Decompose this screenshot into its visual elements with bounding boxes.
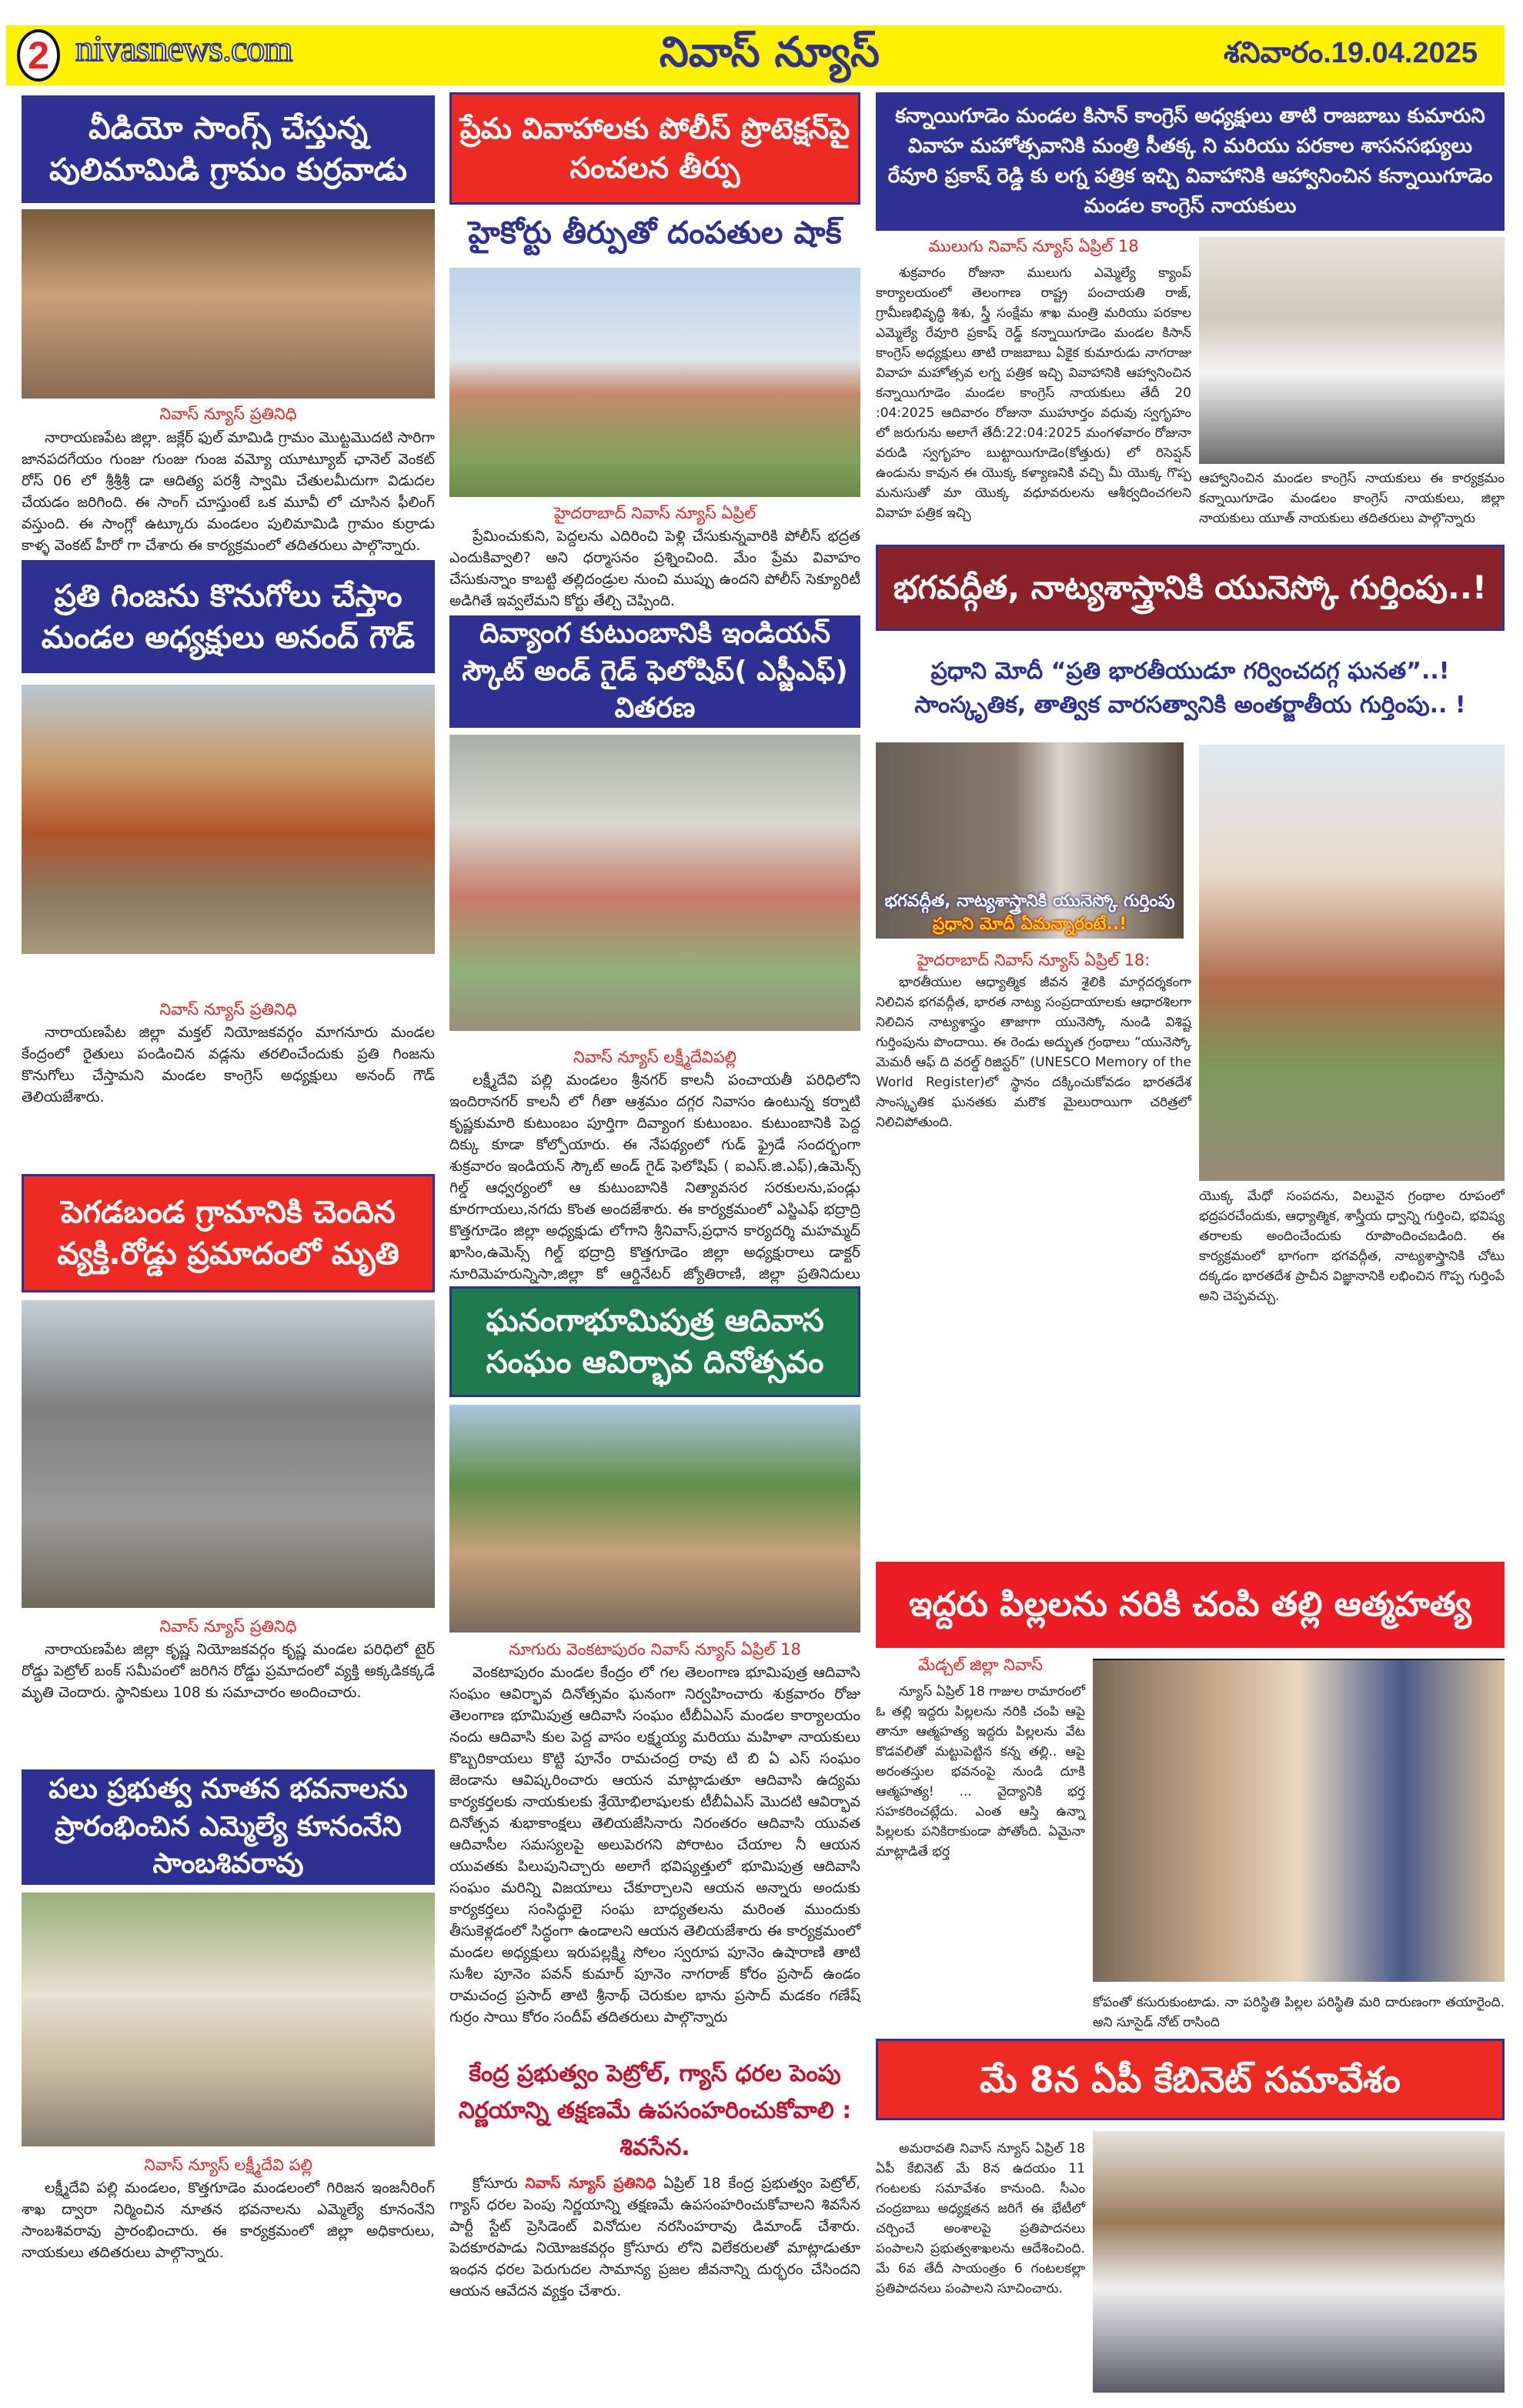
congress-text (876, 237, 1191, 543)
headline-fuel-price-shivsena: కేంద్ర ప్రభుత్వం పెట్రోల్, గ్యాస్ ధరల పెంపు నిర్ణయాన్ని తక్షణమే ఉపసంహరించుకోవాలి : శివసేన. (458, 2060, 852, 2161)
subheadline-heritage: సాంస్కృతిక, తాత్విక వారసత్వానికి అంతర్జాతీయ గుర్తింపు.. ! (914, 692, 1466, 719)
article-text: ఏప్రిల్ 18 కేంద్ర ప్రభుత్వం పెట్రోల్, గ్యాస్ ధరల పెంపు నిర్ణయాన్ని తక్షణమే ఉపసంహరించుకోవాలని శివసేన పార్టీ స్టేట్ ప్రెసిడెంట్ వినోదుల నరసింహరావు డిమాండ్ చేశారు. పెదకూరపాడు నియోజకవర్గం క్రోసూరు లోని విలేకరులతో మాట్లాడుతూ ఇంధన ధరల పెరుగుదల సామాన్య ప్రజల జీవనాన్ని దుర్భరం చేసిందని ఆయన ఆవేదన వ్యక్తం చేశారు. (449, 2175, 860, 2300)
headline-paddy-procurement: ప్రతి గింజను కొనుగోలు చేస్తాం మండల అధ్యక్షులు అనంద్ గౌడ్ (22, 560, 435, 673)
photo-truck-paddy (22, 685, 435, 954)
dateline: నూగురు వెంకటాపురం నివాస్ న్యూస్ ఏప్రిల్ 18 (509, 1640, 801, 1659)
article-body-continued: కోపంతో కసురుకుంటాడు. నా పరిస్థితి పిల్లల పరిస్థితి మరి దారుణంగా తయారైంది. అని సూసైడ్ నోట్ రాసింది (1093, 1995, 1505, 2030)
photo-mother-and-children (1093, 1659, 1505, 1982)
unesco-subheads (876, 637, 1505, 740)
dateline-place: క్రోసూరు (473, 2175, 518, 2192)
dateline: మేడ్చల్ జిల్లా నివాస్ (918, 1656, 1043, 1674)
headline-road-accident: పెగడబండ గ్రామానికి చెందిన వ్యక్తి.రోడ్డు ప్రమాదంలో మృతి (22, 1174, 435, 1292)
article-body: ప్రేమించుకుని, పెద్దలను ఎదిరించి పెళ్లి చేసుకున్నవారికి పోలీస్ భద్రత ఎందుకివ్వాలి? అని ధర్మాసనం ప్రశ్నించింది. మేం ప్రేమ వివాహం చేసుకున్నాం కాబట్టి తల్లిదండ్రుల నుంచి ముప్పు ఉందని పోలీస్ సెక్యూరిటీ అడిగితే ఇవ్వలేమని కోర్టు తేల్చి చెప్పింది. (449, 528, 860, 609)
photo-caption: ఆహ్వానించిన మండల కాంగ్రెస్ నాయకులు ఈ కార్యక్రమం కన్నాయిగూడెం మండలం కాంగ్రెస్ నాయకులు, జిల్లా నాయకులు యూత్ నాయకులు తదితరులు పాల్గొన్నారు (1199, 471, 1505, 526)
article-body: వెంకటాపురం మండల కేంద్రం లో గల తెలంగాణ భూమిపుత్ర ఆదివాసి సంఘం ఆవిర్భావ దినోత్సవం ఘనంగా నిర్వహించారు శుక్రవారం రోజు తెలంగాణ భూమిపుత్ర ఆదివాసి సంఘం టీబీఏఎస్ మండల కార్యాలయం నందు ఆదివాసి కుల పెద్ద వాసం లక్ష్మయ్య మరియు మహిళా నాయకులు కొబ్బరికాయలు కొట్టి పూనేం రామచంద్ర రావు టి బి ఏ ఎస్ సంఘం జెండాను ఆవిష్కరించారు ఆయన మాట్లాడుతూ ఆదివాసి ఉద్యమ కార్యకర్తలకు నాయకులకు శ్రేయోభిలాషులకు టీబీఏఎస్ మొదటి ఆవిర్భావ దినోత్సవ శుభాకాంక్షలు తెలియజేసినారు నిరంతరం ఆదివాసి యువత ఆదివాసీల సమస్యలపై అలుపెరగని పోరాటం చేయాల నీ ఆయన యువతకు పిలుపునిచ్చారు అలాగే భవిష్యత్తులో భూమిపుత్ర ఆదివాసి సంఘం మరిన్ని విజయాలు చేకూర్చాలని ఆయన అన్నారు అందుకు కార్యకర్తలు సంసిద్ధులై సంఘ బాధ్యతలను మరింత ముందుకు తీసుకెళ్లడంలో సిద్ధంగా ఉండాలని ఆయన తెలియజేశారు ఈ కార్యక్రమంలో మండల అధ్యక్షులు ఇరుపల్లక్ష్మి సోలం స్వరూప పూనెం ఉషారాణి తాటి సుశీల పూనెం పవన్ కుమార్ పూనెం నాగరాజ్ కోరం ప్రసాద్ ఉండం రామచంద్ర ప్రసాద్ తాటి శ్రీనాథ్ చెరుకుల భాను ప్రసాద్ మడకం గణేష్ గుర్రం సాయి కోరం సందీప్ తదితరులు పాల్గొన్నారు (449, 1664, 860, 2026)
photo-cabinet-meeting (1093, 2131, 1505, 2393)
photo-inauguration (22, 1893, 435, 2146)
image-caption (876, 891, 1184, 936)
dateline: నివాస్ న్యూస్ ప్రతినిధి (159, 1617, 297, 1636)
congress-story-row (876, 237, 1505, 543)
headline-unesco-recognition: భగవద్గీత, నాట్యశాస్త్రానికి యునెస్కో గుర్తింపు..! (876, 545, 1505, 631)
article-body: లక్ష్మీదేవి పల్లి మండలం, కొత్తగూడెం మండలంలో గిరిజన ఇంజనీరింగ్ శాఖ ద్వారా నిర్మించిన నూతన భవనాలను ఎమ్మెల్యే కూనంనేని సాంబశివరావు ప్రారంభించారు. ఈ కార్యక్రమంలో జిల్లా అధికారులు, నాయకులు తదితరులు పాల్గొన్నారు. (22, 2180, 435, 2261)
dateline: హైదరాబాద్ నివాస్ న్యూస్ ఏప్రిల్ 18: (917, 951, 1151, 969)
dateline: నివాస్ న్యూస్ ప్రతినిధి (159, 405, 297, 423)
photo-donation-family (449, 735, 860, 1031)
issue-date: శనివారం.19.04.2025 (1224, 37, 1478, 69)
article-body: న్యూస్ ఏప్రిల్ 18 గాజుల రామారంలో ఓ తల్లి ఇద్దరు పిల్లలను నరికి చంపి ఆపై తానూ ఆత్మహత్య ఇద్దరు పిల్లలను వేట కొడవలితో మట్టుపెట్టిన కన్న తల్లి.. ఆపై అరంతస్తుల భవనంపై నుండి దూకి ఆత్మహత్య! ... వైద్యానికి భర్త సహకరించట్లేదు. ఎంత ఆస్తి ఉన్నా పిల్లలకు పనికిరాకుండా పోతోంది. ఏమైనా మాట్లాడితే భర్త (876, 1684, 1085, 1859)
headline-scout-guide-donation: దివ్యాంగ కుటుంబానికి ఇండియన్ స్కౌట్ అండ్ గైడ్ ఫెలోషిప్( ఎస్జీఎఫ్) వితరణ (449, 615, 860, 728)
dateline: నివాస్ న్యూస్ ప్రతినిధి (525, 2175, 656, 2192)
photo-supreme-court (1199, 745, 1505, 1181)
headline-ap-cabinet: మే 8న ఏపీ కేబినెట్ సమావేశం (876, 2039, 1505, 2120)
article-body: నారాయణపేట జిల్లా మక్తల్ నియోజకవర్గం మాగనూరు మండల కేంద్రంలో రైతులు పండించిన వడ్లను తరలించేందుకు ప్రతి గింజను కొనుగోలు చేస్తామని మండల కాంగ్రెస్ అధ్యక్షులు అనంద్ గౌడ్ తెలియజేశారు. (22, 1024, 435, 1106)
headline-mother-suicide: ఇద్దరు పిల్లలను నరికి చంపి తల్లి ఆత్మహత్య (876, 1562, 1505, 1648)
photo-minister-meeting (1199, 237, 1505, 464)
headline-love-marriage-verdict: ప్రేమ వివాహాలకు పోలీస్ ప్రొటెక్షన్‌పై సంచలన తీర్పు (449, 92, 860, 205)
congress-photo-block (1199, 237, 1505, 543)
newspaper-logo: నివాస్ న్యూస్ (659, 28, 880, 76)
photo-tribal-celebration (449, 1405, 860, 1633)
image-caption-line2: ప్రధాని మోదీ ఏమన్నారంటే..! (932, 915, 1127, 934)
headline-congress-invitation: కన్నాయిగూడెం మండల కిసాన్ కాంగ్రెస్ అధ్యక్షులు తాటి రాజబాబు కుమారుని వివాహ మహోత్సవానికి మంత్రి సీతక్క ని మరియు పరకాల శాసనసభ్యులు రేవూరి ప్రకాష్ రెడ్డి కు లగ్న పత్రిక ఇచ్చి వివాహానికి ఆహ్వానించిన కన్నాయిగూడెం మండల కాంగ్రెస్ నాయకులు (876, 92, 1505, 231)
headline-video-songs: వీడియో సాంగ్స్ చేస్తున్న పులిమామిడి గ్రామం కుర్రవాడు (22, 95, 435, 203)
article-body: భారతీయుల ఆధ్యాత్మిక జీవన శైలికి మార్గదర్శకంగా నిలిచిన భగవద్గీత, భారత నాట్య సంప్రదాయాలకు ఆధారశిలగా నిలిచిన నాట్యశాస్త్రం తాజాగా యునెస్కో నుండి విశిష్ట గుర్తింపును పొందాయి. ఈ రెండు అద్భుత గ్రంథాలు “యునెస్కో మెమరీ ఆఫ్ ది వరల్డ్ రిజిస్టర్” (UNESCO Memory of the World Register)లో స్థానం దక్కించుకోవడం భారతదేశ సాంస్కృతిక ఘనతకు మరొక మైలురాయిగా చరిత్రలో నిలిచిపోతుంది. (876, 975, 1191, 1130)
dateline: నివాస్ న్యూస్ ప్రతినిధి (159, 1000, 297, 1019)
subheadline-high-court: హైకోర్టు తీర్పుతో దంపతుల షాక్ (468, 215, 842, 251)
headline-new-buildings: పలు ప్రభుత్వ నూతన భవనాలను ప్రారంభించిన ఎమ్మెల్యే కూనంనేని సాంబశివరావు (22, 1769, 435, 1885)
article-body: నారాయణపేట జిల్లా కృష్ణ నియోజకవర్గం కృష్ణ మండల పరిధిలో టైర్ రోడ్డు పెట్రోల్ బంక్ సమీపంలో జరిగిన రోడ్డు ప్రమాదంలో వ్యక్తి అక్కడికక్కడే మృతి చెందారు. స్థానికులు 108 కు సమాచారం అందించారు. (22, 1641, 435, 1701)
image-caption-line1: భగవద్గీత, నాట్యశాస్త్రానికి యునెస్కో గుర్తింపు (884, 892, 1175, 911)
photo-modi-gita-collage (876, 742, 1184, 939)
photo-high-court-building (449, 268, 860, 497)
subheadline-modi-quote: ప్రధాని మోదీ “ప్రతి భారతీయుడూ గర్వించదగ్గ ఘనత”..! (930, 658, 1450, 685)
dateline: ములుగు నివాస్ న్యూస్ ఏప్రిల్ 18 (928, 237, 1139, 255)
dateline: నివాస్ న్యూస్ లక్ష్మీదేవి పల్లి (144, 2156, 312, 2174)
dateline: నివాస్ న్యూస్ లక్ష్మీదేవిపల్లి (573, 1048, 737, 1066)
page-number: 2 (17, 29, 60, 82)
photo-accident-scene (22, 1300, 435, 1608)
article-body-continued: యొక్క మేధో సంపదను, విలువైన గ్రంథాల రూపంలో భద్రపరచేందుకు, ఆధ్యాత్మిక, శాస్త్రీయ ధ్వాన్ని గుర్తించి, భవిష్య తరాలకు అందించేందుకు రూపొందించబడింది. ఈ కార్యక్రమంలో భాగంగా భగవద్గీత, నాట్యశాస్త్రానికి చోటు దక్కడం భారతదేశ ప్రాచీన విజ్ఞానానికి లభించిన గొప్ప గుర్తింపే అని చెప్పవచ్చు. (1199, 1189, 1505, 1304)
article-body: నారాయణపేట జిల్లా. జక్లేర్ ఫుల్ మామిడి గ్రామం మొట్టమొదటి సారిగా జానపదగేయం గుంజు గుంజు గుంజ వమ్యో యూట్యూబ్ ఛానెల్ వెంకట్ రోస్ 06 లో శ్రీశ్రీశ్రీ డా ఆదిత్య పరశ్రీ స్వామి చేతులమీదుగా విడుదల చేయడం జరిగింది. ఈ సాంగ్ చూస్తుంటే ఒక మూవీ లో చూసిన ఫీలింగ్ వస్తుంది. ఈ సాంగ్లో ఉట్కూరు మండలం పులిమామిడి గ్రామం కుర్రాడు కాళ్ళ వెంకట్ హీరో గా చేశారు ఈ కార్యక్రమంలో తదితరులు పాల్గొన్నారు. (22, 429, 435, 554)
headline-tribal-association: ఘనంగాభూమిపుత్ర ఆదివాస సంఘం ఆవిర్భావ దినోత్సవం (449, 1286, 860, 1397)
photo-group-garlanded (22, 209, 435, 399)
article-body (449, 2173, 860, 2400)
site-name: nivasnews.com (75, 28, 292, 69)
congress-story (876, 92, 1505, 543)
article-body: అమరావతి నివాస్ న్యూస్ ఏప్రిల్ 18 ఏపీ కేబినెట్ మే 8న ఉదయం 11 గంటలకు సమావేశం కానుంది. సీఎం చంద్రబాబు అధ్యక్షతన జరిగే ఈ భేటీలో చర్చించే అంశాలపై ప్రతిపాదనలు పంపాలని ప్రభుత్వశాఖలను ఆదేశించింది. మే 6వ తేదీ సాయంత్రం 6 గంటలకల్లా ప్రతిపాదనలు పంపాలని సూచించారు. (876, 2141, 1085, 2296)
fuel-price-story (449, 2056, 860, 2400)
article-body: శుక్రవారం రోజునా ములుగు ఎమ్మెల్యే క్యాంప్ కార్యాలయంలో తెలంగాణ రాష్ట్ర పంచాయతి రాజ్, గ్రామీణభివృద్ధి శిశు, స్త్రీ సంక్షేమ శాఖ మంత్రి మరియు పరకాల ఎమ్మెల్యే రేవూరి ప్రకాష్ రెడ్డ్ కన్నాయిగూడెం మండల కిసాన్ కాంగ్రెస్ అధ్యక్షులు తాటి రాజబాబు ఏకైక కుమారుడు నాగరాజు వివాహ మహోత్సవ లగ్న పత్రిక ఇచ్చి వివాహానికి ఆహ్వానించిన కన్నాయిగూడెం మండల కాంగ్రెస్ నాయకులు తేదీ 20 :04:2025 ఆదివారం రోజునా ముహూర్తం వధువు స్వగృహం లో జరుగును అలాగే తేదీ:22:04:2025 మంగళవారం రోజునా వరుడి స్వగృహం బుట్టాయిగూడెం(కోత్తురు) లో రిసెప్షన్ ఉండును కావున ఈ యొక్క కళ్యాణనికి వచ్చి మీ యొక్క గొప్ప మనుసుతో మా యొక్క వధూవరులను ఆశీర్వదించగలని వివాహ పత్రిక ఇచ్చి (876, 265, 1191, 521)
suicide-story-text (876, 1656, 1085, 2031)
article-body: లక్ష్మీదేవి పల్లి మండలం శ్రీనగర్ కాలనీ పంచాయతీ పరిధిలోని ఇందిరానగర్ కాలనీ లో గీతా ఆశ్రమం దగ్గర నివాసం ఉంటున్న కర్నాటి కృష్ణకుమారి కుటుంబం పూర్తిగా దివ్యాంగ కుటుంబం. కుటుంబానికి పెద్ద దిక్కు కూడా కోల్పోయారు. ఈ నేపథ్యంలో గుడ్ ఫ్రైడే సందర్భంగా శుక్రవారం ఇండియన్ స్కౌట్ అండ్ గైడ్ ఫెలోషిప్ ( ఐఎస్.జి.ఎఫ్),ఉమెన్స్ గిల్డ్ ఆధ్వర్యంలో ఆ కుటుంబానికి నిత్యావసర సరకులను,పండ్లు కూరగాయలు,నగదు కొంత అందజేశారు. ఈ కార్యక్రమంలో ఎస్జిఎఫ్ భద్రాద్రి కొత్తగూడెం జిల్లా అధ్యక్షుడు లోగాని శ్రీనివాస్,ప్రధాన కార్యదర్శి మహమ్మద్ ఖాసిం,ఉమెన్స్ గిల్డ్ భద్రాద్రి కొత్తగూడెం జిల్లా అధ్యక్షురాలు డాక్టర్ నూరిమెహరున్నిసా,జిల్లా కో ఆర్డినేటర్ జ్యోతిరాణి, జిల్లా ప్రతినిదులు (449, 1072, 860, 1282)
dateline: హైదరాబాద్ నివాస్ న్యూస్ ఏప్రిల్ (553, 504, 756, 522)
